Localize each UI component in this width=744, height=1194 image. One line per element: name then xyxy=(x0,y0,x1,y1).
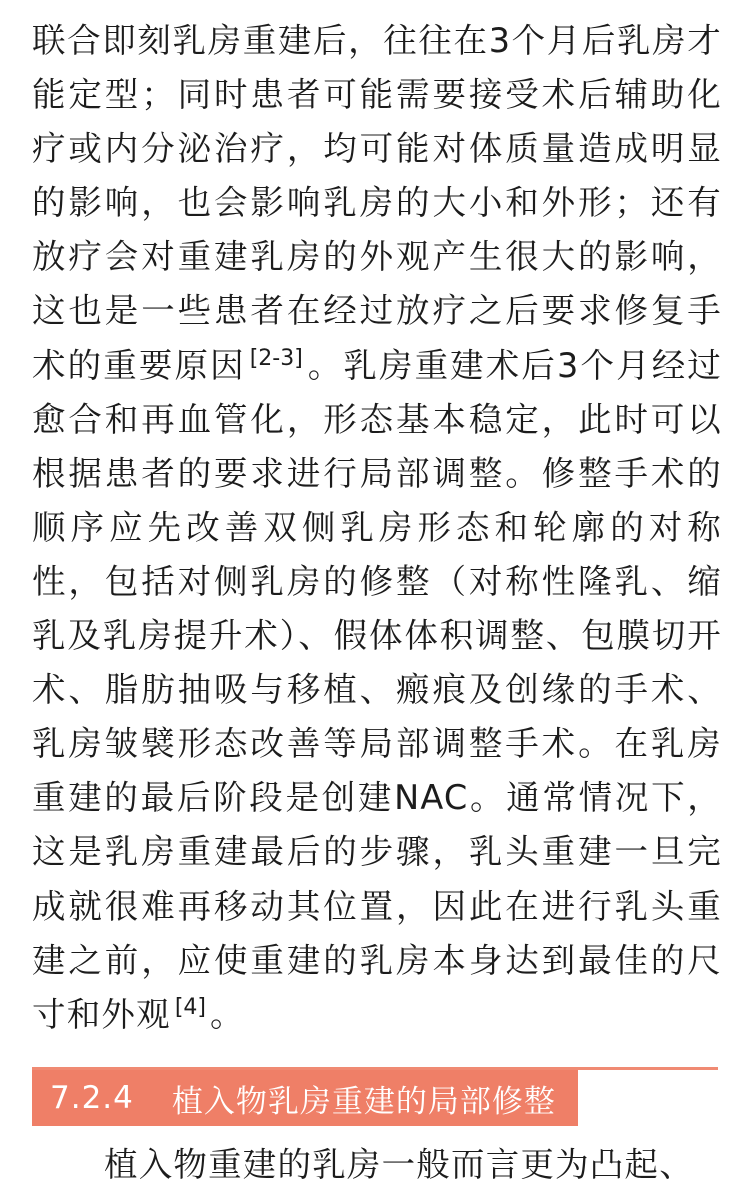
next-paragraph: 植入物重建的乳房一般而言更为凸起、 xyxy=(104,1145,694,1184)
section-heading xyxy=(32,1070,578,1126)
citation-ref-4[interactable]: [4] xyxy=(174,994,206,1020)
paragraph-text-part3: 。 xyxy=(209,994,245,1034)
paragraph-text-part1: 联合即刻乳房重建后，往往在3个月后乳房才能定型；同时患者可能需要接受术后辅助化疗或内分泌治疗，均可能对体质量造成明显的影响，也会影响乳房的大小和外形；还有放疗会对重建乳房的外观产生很大的影响，这也是一些患者在经过放疗之后要求修复手术的重要原因 xyxy=(32,21,722,385)
section-number: 7.2.4 xyxy=(50,1080,134,1116)
body-paragraph xyxy=(32,14,722,1042)
citation-ref-2-3[interactable]: [2-3] xyxy=(249,345,303,371)
paragraph-text-part2: 。乳房重建术后3个月经过愈合和再血管化，形态基本稳定，此时可以根据患者的要求进行局部调整。修整手术的顺序应先改善双侧乳房形态和轮廓的对称性，包括对侧乳房的修整（对称性隆乳、缩乳及乳房提升术）、假体体积调整、包膜切开术、脂肪抽吸与移植、瘢痕及创缘的手术、乳房皱襞形态改善等局部调整手术。在乳房重建的最后阶段是创建NAC。通常情况下，这是乳房重建最后的步骤，乳头重建一旦完成就很难再移动其位置，因此在进行乳头重建之前，应使重建的乳房本身达到最佳的尺寸和外观 xyxy=(32,345,723,1034)
section-title: 植入物乳房重建的局部修整 xyxy=(171,1083,556,1120)
